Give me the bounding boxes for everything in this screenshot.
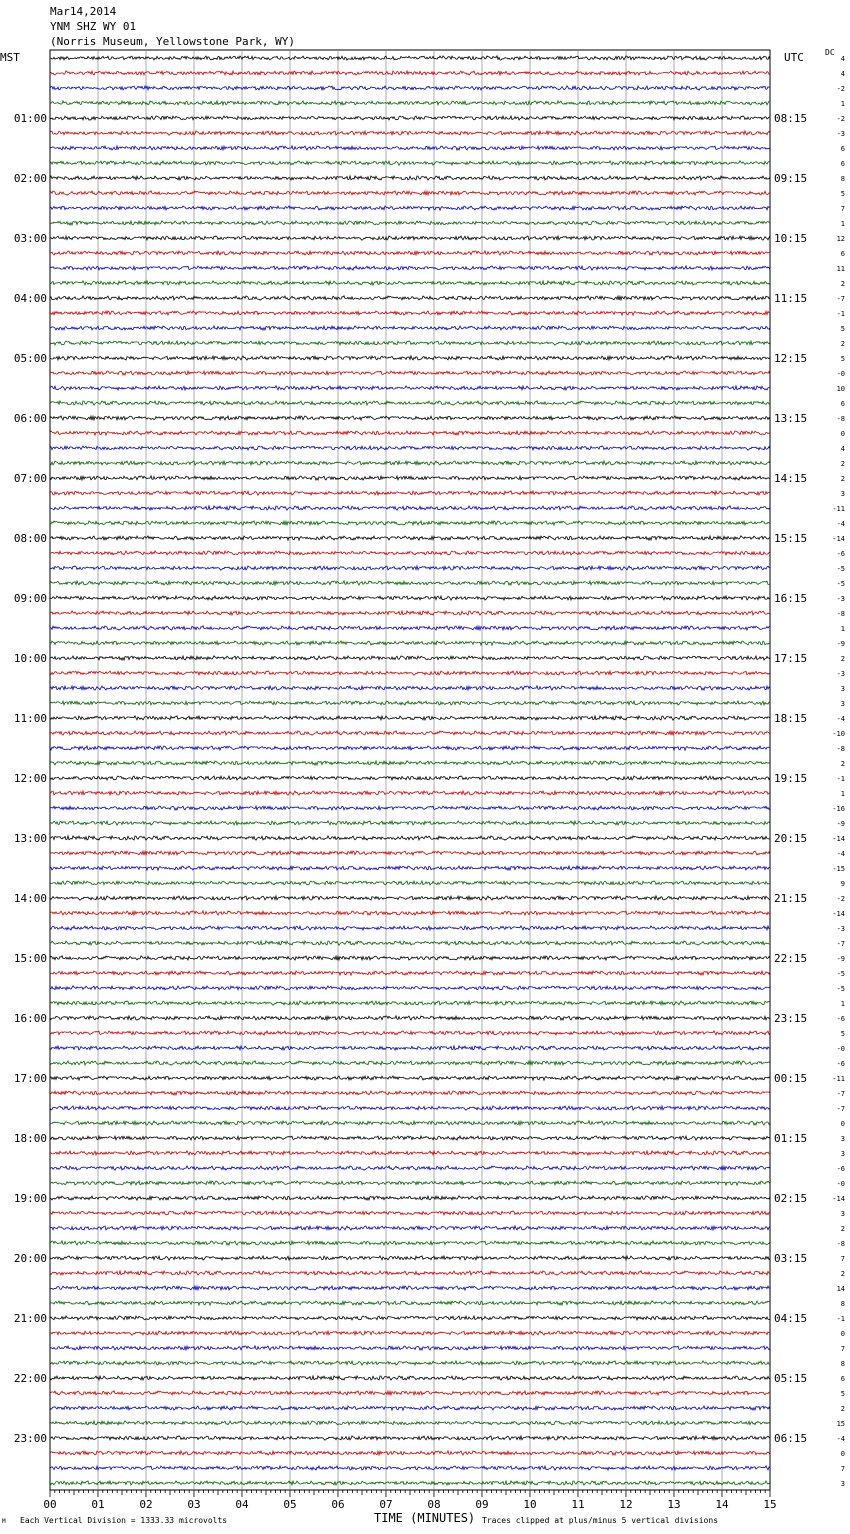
mst-hour-label: 11:00 [13, 712, 47, 725]
seismic-trace [50, 1166, 770, 1170]
dc-offset-label: -8 [836, 610, 845, 618]
mst-hour-label: 09:00 [13, 592, 47, 605]
dc-offset-label: -0 [836, 370, 845, 378]
seismic-trace [50, 776, 770, 780]
dc-offset-label: 4 [840, 70, 845, 78]
seismic-trace [50, 536, 770, 540]
seismic-trace [50, 1451, 770, 1455]
dc-offset-label: -11 [832, 505, 845, 513]
mst-hour-label: 12:00 [13, 772, 47, 785]
utc-label: UTC [784, 51, 804, 64]
mst-label: MST [0, 51, 20, 64]
corner-mark: M [2, 1518, 6, 1525]
x-tick-label: 15 [763, 1498, 777, 1511]
dc-offset-label: -4 [836, 520, 845, 528]
dc-offset-label: 10 [836, 385, 845, 393]
mst-hour-label: 16:00 [13, 1012, 47, 1025]
utc-hour-label: 22:15 [774, 952, 808, 965]
mst-hour-label: 17:00 [13, 1072, 47, 1085]
seismic-trace [50, 1241, 770, 1245]
dc-offset-label: 8 [840, 1300, 845, 1308]
seismic-trace [50, 836, 770, 840]
dc-offset-label: -0 [836, 1180, 845, 1188]
seismic-trace [50, 1031, 770, 1035]
dc-offset-label: -5 [836, 580, 845, 588]
station-location: (Norris Museum, Yellowstone Park, WY) [50, 35, 296, 48]
seismic-trace [50, 311, 770, 315]
utc-hour-label: 12:15 [774, 352, 808, 365]
utc-hour-label: 06:15 [774, 1432, 808, 1445]
seismic-trace [50, 1046, 770, 1050]
seismic-trace [50, 1481, 770, 1485]
seismic-trace [50, 881, 770, 885]
dc-offset-label: 7 [840, 1465, 845, 1473]
seismic-trace [50, 611, 770, 615]
dc-offset-label: -14 [832, 835, 845, 843]
seismic-trace [50, 161, 770, 165]
mst-hour-label: 10:00 [13, 652, 47, 665]
x-tick-label: 12 [619, 1498, 633, 1511]
dc-offset-label: 3 [840, 1480, 845, 1488]
mst-hour-label: 21:00 [13, 1312, 47, 1325]
utc-hour-label: 08:15 [774, 112, 808, 125]
utc-hour-label: 05:15 [774, 1372, 808, 1385]
x-tick-label: 04 [235, 1498, 249, 1511]
seismic-trace [50, 806, 770, 810]
seismic-trace [50, 566, 770, 570]
seismic-trace [50, 431, 770, 435]
x-tick-label: 06 [331, 1498, 345, 1511]
seismic-trace [50, 716, 770, 720]
utc-hour-label: 17:15 [774, 652, 808, 665]
x-tick-label: 13 [667, 1498, 681, 1511]
seismic-trace [50, 326, 770, 330]
mst-hour-label: 15:00 [13, 952, 47, 965]
x-tick-label: 10 [523, 1498, 537, 1511]
dc-offset-label: -14 [832, 910, 845, 918]
dc-offset-label: 2 [840, 760, 845, 768]
seismic-trace [50, 416, 770, 420]
mst-hour-label: 14:00 [13, 892, 47, 905]
seismic-trace [50, 1301, 770, 1305]
seismic-trace [50, 731, 770, 735]
dc-offset-label: 1 [840, 220, 845, 228]
seismic-trace [50, 101, 770, 105]
dc-offset-label: 6 [840, 400, 845, 408]
dc-offset-label: 9 [840, 880, 845, 888]
dc-offset-label: 2 [840, 460, 845, 468]
dc-offset-label: -8 [836, 745, 845, 753]
mst-hour-label: 22:00 [13, 1372, 47, 1385]
dc-offset-label: -2 [836, 115, 845, 123]
seismic-trace [50, 521, 770, 525]
seismic-trace [50, 251, 770, 255]
seismic-trace [50, 1136, 770, 1140]
utc-hour-label: 10:15 [774, 232, 808, 245]
utc-hour-label: 21:15 [774, 892, 808, 905]
seismic-trace [50, 791, 770, 795]
seismic-trace [50, 491, 770, 495]
dc-offset-label: -14 [832, 535, 845, 543]
seismic-trace [50, 281, 770, 285]
dc-offset-label: -3 [836, 925, 845, 933]
seismic-trace [50, 1256, 770, 1260]
dc-offset-label: 2 [840, 475, 845, 483]
utc-hour-label: 14:15 [774, 472, 808, 485]
dc-offset-label: 5 [840, 190, 845, 198]
station-code: YNM SHZ WY 01 [50, 20, 137, 33]
dc-offset-label: 4 [840, 55, 845, 63]
dc-offset-label: -1 [836, 1315, 845, 1323]
seismic-trace [50, 1196, 770, 1200]
dc-offset-label: -14 [832, 1195, 845, 1203]
x-axis-title: TIME (MINUTES) [374, 1511, 476, 1525]
dc-offset-label: -9 [836, 640, 845, 648]
seismic-trace [50, 1331, 770, 1335]
seismic-trace [50, 626, 770, 630]
seismic-trace [50, 746, 770, 750]
seismic-trace [50, 221, 770, 225]
utc-hour-label: 02:15 [774, 1192, 808, 1205]
dc-offset-label: 8 [840, 1360, 845, 1368]
dc-offset-label: 0 [840, 1330, 845, 1338]
seismic-trace [50, 1271, 770, 1275]
seismic-trace [50, 686, 770, 690]
mst-hour-label: 02:00 [13, 172, 47, 185]
utc-hour-label: 13:15 [774, 412, 808, 425]
seismic-trace [50, 596, 770, 600]
dc-offset-label: 3 [840, 1150, 845, 1158]
dc-offset-label: 7 [840, 1255, 845, 1263]
dc-offset-label: -11 [832, 1075, 845, 1083]
mst-hour-label: 19:00 [13, 1192, 47, 1205]
x-tick-label: 11 [571, 1498, 585, 1511]
dc-offset-label: 11 [836, 265, 845, 273]
seismic-trace [50, 986, 770, 990]
seismic-trace [50, 941, 770, 945]
seismic-trace [50, 116, 770, 120]
mst-hour-label: 06:00 [13, 412, 47, 425]
seismic-trace [50, 1121, 770, 1125]
dc-offset-label: 3 [840, 490, 845, 498]
dc-offset-label: -3 [836, 670, 845, 678]
dc-offset-label: -8 [836, 1240, 845, 1248]
seismic-trace [50, 866, 770, 870]
dc-offset-label: 8 [840, 175, 845, 183]
dc-offset-label: -9 [836, 955, 845, 963]
dc-offset-label: -7 [836, 1105, 845, 1113]
seismic-trace [50, 1106, 770, 1110]
dc-offset-label: -6 [836, 1165, 845, 1173]
dc-offset-label: -1 [836, 775, 845, 783]
dc-offset-label: -5 [836, 565, 845, 573]
dc-offset-label: -6 [836, 1015, 845, 1023]
seismic-trace [50, 1286, 770, 1290]
mst-hour-label: 13:00 [13, 832, 47, 845]
dc-offset-label: -7 [836, 295, 845, 303]
seismic-trace [50, 1001, 770, 1005]
dc-offset-label: -2 [836, 85, 845, 93]
x-tick-label: 08 [427, 1498, 441, 1511]
dc-offset-label: -9 [836, 820, 845, 828]
dc-offset-label: -3 [836, 595, 845, 603]
seismic-trace [50, 446, 770, 450]
utc-hour-label: 23:15 [774, 1012, 808, 1025]
dc-offset-label: 2 [840, 1405, 845, 1413]
mst-hour-label: 23:00 [13, 1432, 47, 1445]
dc-offset-label: -10 [832, 730, 845, 738]
utc-hour-label: 03:15 [774, 1252, 808, 1265]
dc-offset-label: 6 [840, 145, 845, 153]
dc-offset-label: -2 [836, 895, 845, 903]
seismic-trace [50, 1061, 770, 1065]
seismic-trace [50, 641, 770, 645]
seismic-trace [50, 1361, 770, 1365]
seismic-trace [50, 341, 770, 345]
dc-label: DC [825, 48, 835, 57]
dc-offset-label: -3 [836, 130, 845, 138]
seismic-trace [50, 851, 770, 855]
seismic-trace [50, 236, 770, 240]
dc-offset-label: -1 [836, 310, 845, 318]
x-tick-label: 14 [715, 1498, 729, 1511]
seismic-trace [50, 821, 770, 825]
seismic-trace [50, 1466, 770, 1470]
seismic-trace [50, 1226, 770, 1230]
dc-offset-label: -5 [836, 985, 845, 993]
dc-offset-label: 14 [836, 1285, 845, 1293]
dc-offset-label: 5 [840, 1030, 845, 1038]
mst-hour-label: 01:00 [13, 112, 47, 125]
seismic-trace [50, 506, 770, 510]
seismic-trace [50, 1016, 770, 1020]
dc-offset-label: 2 [840, 1225, 845, 1233]
utc-hour-label: 04:15 [774, 1312, 808, 1325]
station-date: Mar14,2014 [50, 5, 117, 18]
seismic-trace [50, 551, 770, 555]
x-tick-label: 07 [379, 1498, 393, 1511]
seismic-trace [50, 1436, 770, 1440]
dc-offset-label: -15 [832, 865, 845, 873]
dc-offset-label: 3 [840, 685, 845, 693]
seismic-trace [50, 191, 770, 195]
seismic-trace [50, 476, 770, 480]
seismic-trace [50, 1376, 770, 1380]
seismic-trace [50, 71, 770, 75]
dc-offset-label: 0 [840, 1120, 845, 1128]
dc-offset-label: 2 [840, 655, 845, 663]
dc-offset-label: 6 [840, 1375, 845, 1383]
dc-offset-label: 1 [840, 100, 845, 108]
dc-offset-label: 5 [840, 1390, 845, 1398]
seismic-trace [50, 1316, 770, 1320]
clip-note: Traces clipped at plus/minus 5 vertical divisions [482, 1516, 719, 1525]
mst-hour-label: 20:00 [13, 1252, 47, 1265]
x-tick-label: 02 [139, 1498, 153, 1511]
mst-hour-label: 08:00 [13, 532, 47, 545]
dc-offset-label: 2 [840, 1270, 845, 1278]
seismic-trace [50, 146, 770, 150]
dc-offset-label: -7 [836, 1090, 845, 1098]
dc-offset-label: -6 [836, 550, 845, 558]
dc-offset-label: 2 [840, 340, 845, 348]
seismic-trace [50, 266, 770, 270]
x-tick-label: 00 [43, 1498, 57, 1511]
seismic-trace [50, 1076, 770, 1080]
seismic-trace [50, 1211, 770, 1215]
seismic-trace [50, 401, 770, 405]
dc-offset-label: 0 [840, 1450, 845, 1458]
seismic-trace [50, 296, 770, 300]
utc-hour-label: 11:15 [774, 292, 808, 305]
mst-hour-label: 03:00 [13, 232, 47, 245]
seismic-trace [50, 1091, 770, 1095]
dc-offset-label: 7 [840, 205, 845, 213]
seismic-trace [50, 206, 770, 210]
seismic-trace [50, 1406, 770, 1410]
utc-hour-label: 09:15 [774, 172, 808, 185]
dc-offset-label: 1 [840, 625, 845, 633]
dc-offset-label: 1 [840, 1000, 845, 1008]
dc-offset-label: 3 [840, 1210, 845, 1218]
x-tick-label: 03 [187, 1498, 201, 1511]
vertical-division-note: Each Vertical Division = 1333.33 microvolts [20, 1516, 228, 1525]
dc-offset-label: 15 [836, 1420, 845, 1428]
dc-offset-label: -7 [836, 940, 845, 948]
dc-offset-label: 0 [840, 430, 845, 438]
dc-offset-label: -8 [836, 415, 845, 423]
dc-offset-label: 12 [836, 235, 845, 243]
dc-offset-label: 2 [840, 280, 845, 288]
seismic-trace [50, 911, 770, 915]
seismic-trace [50, 956, 770, 960]
dc-offset-label: 5 [840, 355, 845, 363]
dc-offset-label: -5 [836, 970, 845, 978]
utc-hour-label: 16:15 [774, 592, 808, 605]
mst-hour-label: 04:00 [13, 292, 47, 305]
utc-hour-label: 20:15 [774, 832, 808, 845]
seismic-trace [50, 671, 770, 675]
seismic-trace [50, 386, 770, 390]
dc-offset-label: -4 [836, 715, 845, 723]
dc-offset-label: -0 [836, 1045, 845, 1053]
dc-offset-label: 4 [840, 445, 845, 453]
utc-hour-label: 19:15 [774, 772, 808, 785]
utc-hour-label: 01:15 [774, 1132, 808, 1145]
x-tick-label: 09 [475, 1498, 489, 1511]
dc-offset-label: 6 [840, 250, 845, 258]
dc-offset-label: 1 [840, 790, 845, 798]
seismic-trace [50, 176, 770, 180]
utc-hour-label: 15:15 [774, 532, 808, 545]
seismic-trace [50, 761, 770, 765]
seismic-trace [50, 131, 770, 135]
seismic-trace [50, 701, 770, 705]
mst-hour-label: 18:00 [13, 1132, 47, 1145]
seismic-trace [50, 461, 770, 465]
seismic-trace [50, 86, 770, 90]
dc-offset-label: 5 [840, 325, 845, 333]
seismic-trace [50, 356, 770, 360]
seismic-trace [50, 971, 770, 975]
seismic-trace [50, 656, 770, 660]
seismic-trace [50, 926, 770, 930]
dc-offset-label: 7 [840, 1345, 845, 1353]
mst-hour-label: 07:00 [13, 472, 47, 485]
seismic-trace [50, 1181, 770, 1185]
seismic-trace [50, 896, 770, 900]
dc-offset-label: -16 [832, 805, 845, 813]
seismic-trace [50, 1421, 770, 1425]
seismic-trace [50, 1151, 770, 1155]
seismic-trace [50, 371, 770, 375]
dc-offset-label: -4 [836, 850, 845, 858]
dc-offset-label: 3 [840, 1135, 845, 1143]
seismic-trace [50, 56, 770, 60]
dc-offset-label: -6 [836, 1060, 845, 1068]
dc-offset-label: 6 [840, 160, 845, 168]
x-tick-label: 01 [91, 1498, 105, 1511]
seismic-trace [50, 1391, 770, 1395]
dc-offset-label: -4 [836, 1435, 845, 1443]
seismic-trace [50, 1346, 770, 1350]
utc-hour-label: 18:15 [774, 712, 808, 725]
seismic-trace [50, 581, 770, 585]
dc-offset-label: 3 [840, 700, 845, 708]
mst-hour-label: 05:00 [13, 352, 47, 365]
x-tick-label: 05 [283, 1498, 297, 1511]
utc-hour-label: 00:15 [774, 1072, 808, 1085]
